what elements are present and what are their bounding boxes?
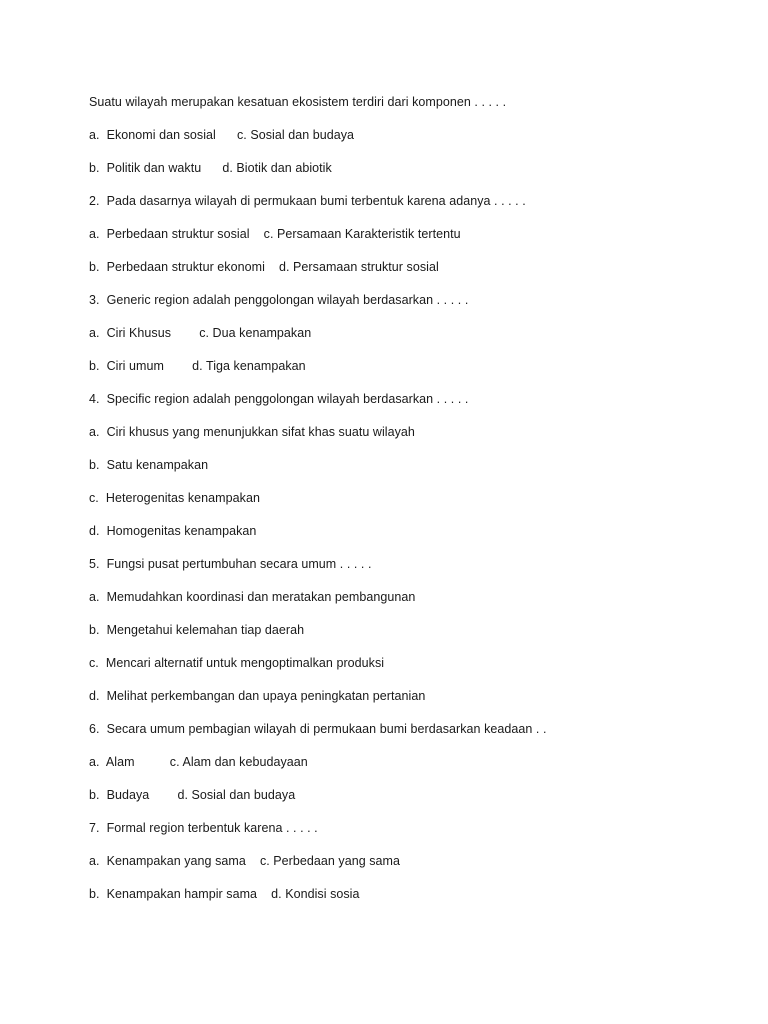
- question-3-stem: 3. Generic region adalah penggolongan wilayah berdasarkan . . . . .: [89, 293, 469, 307]
- question-7-options-a-c: a. Kenampakan yang sama c. Perbedaan yang sama: [89, 854, 401, 868]
- question-4-option-d: d. Homogenitas kenampakan: [89, 524, 257, 538]
- question-7-stem: 7. Formal region terbentuk karena . . . . .: [89, 821, 318, 835]
- question-2-stem: 2. Pada dasarnya wilayah di permukaan bumi terbentuk karena adanya . . . . .: [89, 194, 526, 208]
- question-list: [89, 92, 729, 917]
- question-4-option-b: b. Satu kenampakan: [89, 458, 209, 472]
- question-6-stem: 6. Secara umum pembagian wilayah di permukaan bumi berdasarkan keadaan . .: [89, 722, 547, 736]
- question-3-options-a-c: a. Ciri Khusus c. Dua kenampakan: [89, 326, 312, 340]
- question-5-option-a: a. Memudahkan koordinasi dan meratakan pembangunan: [89, 590, 416, 604]
- question-4-stem: 4. Specific region adalah penggolongan wilayah berdasarkan . . . . .: [89, 392, 469, 406]
- question-3-options-b-d: b. Ciri umum d. Tiga kenampakan: [89, 359, 306, 373]
- question-2-options-a-c: a. Perbedaan struktur sosial c. Persamaan Karakteristik tertentu: [89, 227, 461, 241]
- question-7-options-b-d: b. Kenampakan hampir sama d. Kondisi sosia: [89, 887, 360, 901]
- question-4-option-c: c. Heterogenitas kenampakan: [89, 491, 260, 505]
- question-5-option-c: c. Mencari alternatif untuk mengoptimalkan produksi: [89, 656, 385, 670]
- question-1-options-b-d: b. Politik dan waktu d. Biotik dan abiotik: [89, 161, 332, 175]
- question-5-option-b: b. Mengetahui kelemahan tiap daerah: [89, 623, 305, 637]
- question-6-options-a-c: a. Alam c. Alam dan kebudayaan: [89, 755, 308, 769]
- question-1-options-a-c: a. Ekonomi dan sosial c. Sosial dan budaya: [89, 128, 355, 142]
- question-4-option-a: a. Ciri khusus yang menunjukkan sifat khas suatu wilayah: [89, 425, 415, 439]
- question-5-stem: 5. Fungsi pusat pertumbuhan secara umum . . . . .: [89, 557, 372, 571]
- question-1-stem: Suatu wilayah merupakan kesatuan ekosistem terdiri dari komponen . . . . .: [89, 95, 507, 109]
- question-2-options-b-d: b. Perbedaan struktur ekonomi d. Persamaan struktur sosial: [89, 260, 439, 274]
- question-5-option-d: d. Melihat perkembangan dan upaya peningkatan pertanian: [89, 689, 426, 703]
- question-6-options-b-d: b. Budaya d. Sosial dan budaya: [89, 788, 296, 802]
